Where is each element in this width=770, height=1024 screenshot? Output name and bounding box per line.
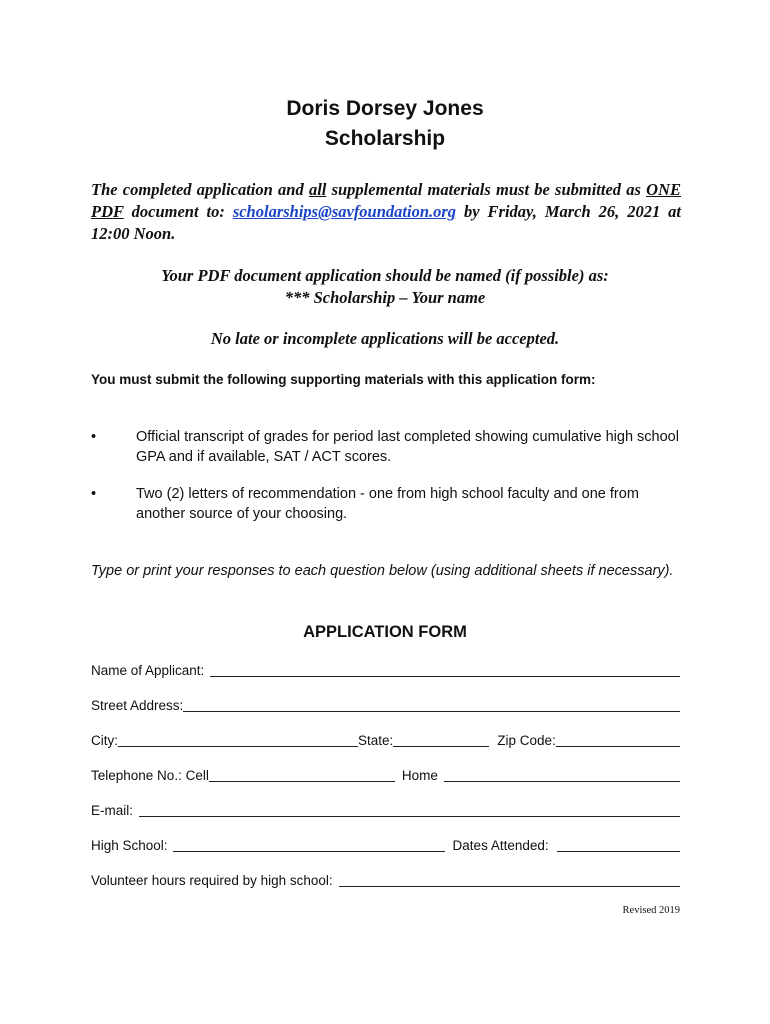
city-field[interactable] [118,732,358,747]
cell-phone-field[interactable] [209,767,395,782]
name-row [91,660,680,680]
revised-date: Revised 2019 [622,905,680,916]
dates-attended-field[interactable] [557,837,680,852]
submission-instructions: The completed application and all supplemental materials must be submitted as ONE PDF document to: scholarships@savfoundation.org by Friday, March 26, 2021 at 12:00 Noon. [91,180,681,243]
cell-label: Telephone No.: Cell [91,768,209,783]
zip-field[interactable] [556,732,680,747]
response-instructions: Type or print your responses to each question below (using additional sheets if necessary). [91,563,674,579]
naming-format: *** Scholarship – Your name [284,288,486,307]
volunteer-label: Volunteer hours required by high school: [91,873,333,888]
late-notice: No late or incomplete applications will be accepted. [210,329,560,348]
email-label: E-mail: [91,803,134,818]
street-row [91,695,680,715]
one-pdf-underlined: ONE PDF [91,180,681,221]
state-label: State: [358,733,394,748]
naming-instruction: Your PDF document application should be named (if possible) as: [161,266,609,285]
home-label: Home [401,768,438,783]
scholarship-title-name: Doris Dorsey Jones [286,97,484,120]
form-title: APPLICATION FORM [303,623,467,641]
name-field[interactable] [210,662,680,677]
high-school-field[interactable] [173,837,445,852]
email-link[interactable]: scholarships@savfoundation.org [232,202,457,221]
email-row [91,800,680,820]
all-underlined: all [308,180,327,199]
street-field[interactable] [183,697,680,712]
volunteer-field[interactable] [339,872,680,887]
supporting-materials-heading: You must submit the following supporting materials with this application form: [91,372,596,387]
telephone-row [91,765,680,785]
list-item-text: Official transcript of grades for period last completed showing cumulative high school GPA and if available, SAT / ACT scores. [136,429,679,465]
city-row [91,730,680,750]
street-label: Street Address: [91,698,184,713]
high-school-label: High School: [91,838,168,853]
list-item-text: Two (2) letters of recommendation - one from high school faculty and one from another source of your choosing. [136,486,639,522]
name-label: Name of Applicant: [91,663,205,678]
volunteer-row [91,870,680,890]
city-label: City: [91,733,118,748]
state-field[interactable] [393,732,489,747]
zip-label: Zip Code: [497,733,556,748]
home-phone-field[interactable] [444,767,680,782]
bullet-icon: • [91,429,97,445]
dates-attended-label: Dates Attended: [452,838,549,853]
email-field[interactable] [139,802,680,817]
scholarship-title-word: Scholarship [324,127,446,150]
high-school-row [91,835,680,855]
bullet-icon: • [91,486,97,502]
